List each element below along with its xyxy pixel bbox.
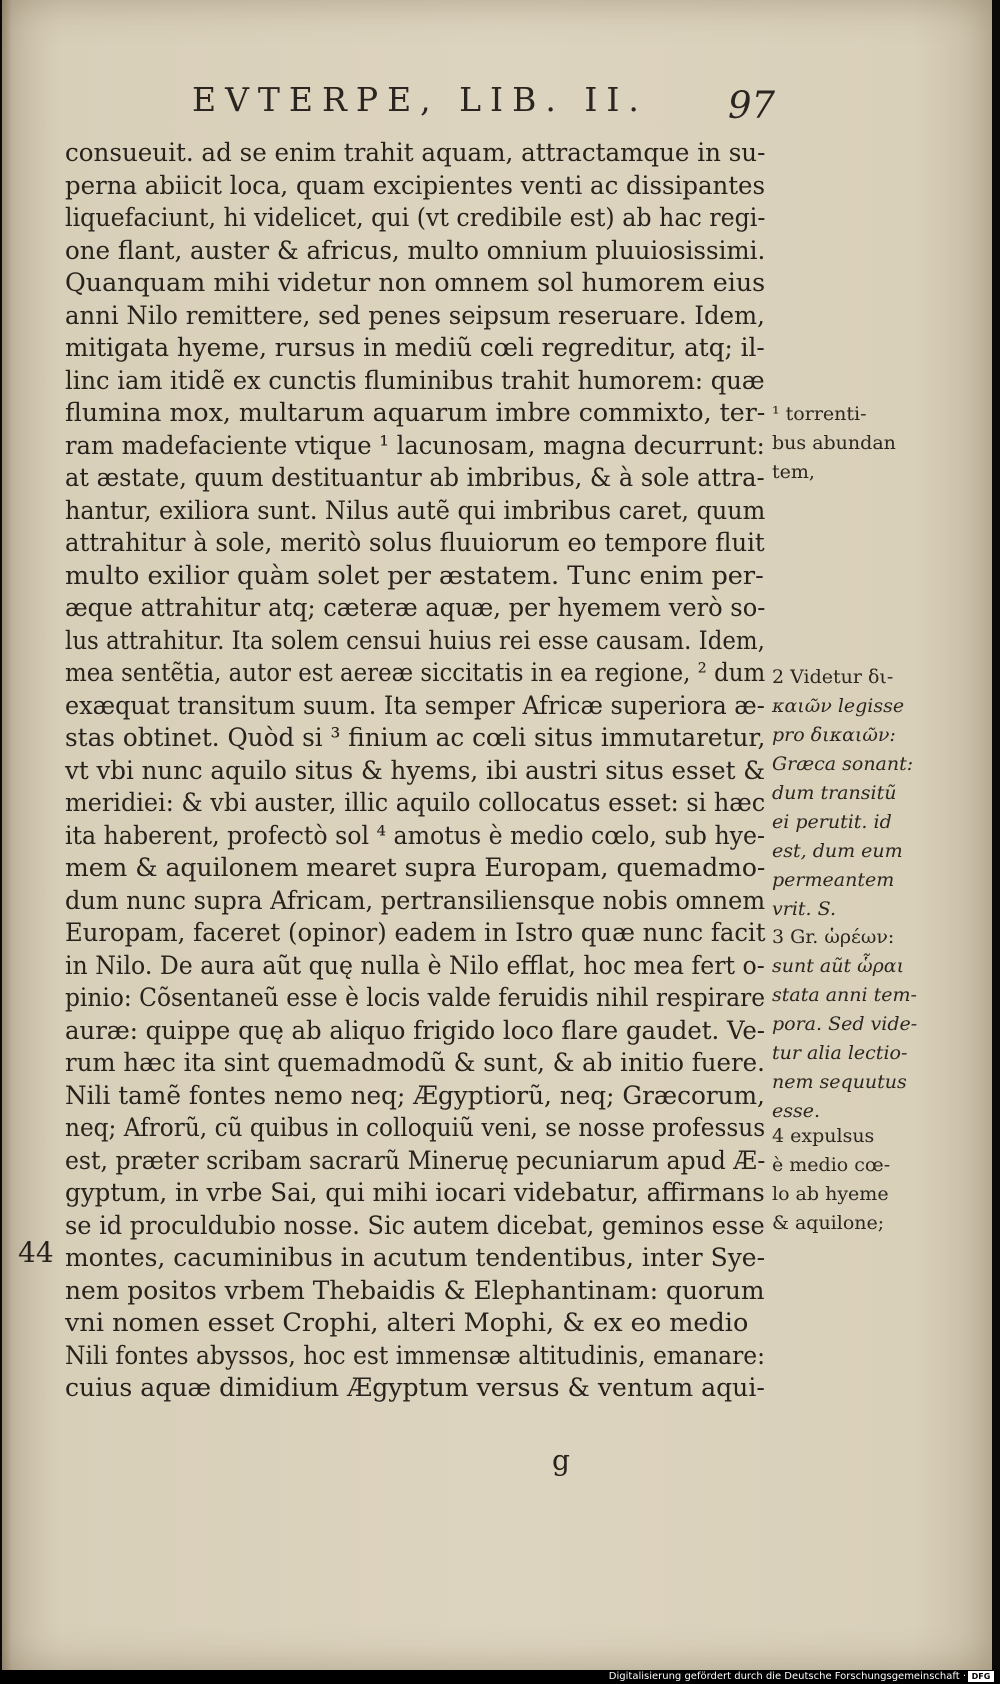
text-line: rum hæc ita sint quemadmodũ & sunt, & ab initio fuere. <box>65 1048 765 1078</box>
text-line: exæquat transitum suum. Ita semper Africæ superiora æ- <box>65 690 765 721</box>
text-line: perna abiicit loca, quam excipientes venti ac dissipantes <box>65 170 766 201</box>
text-line: stas obtinet. Quòd si ³ finium ac cœli situs immutaretur, <box>65 723 766 753</box>
margin-note-line: pro δικαιῶν: <box>772 724 896 746</box>
text-line: Nili fontes abyssos, hoc est immensæ altitudinis, emanare: <box>65 1340 766 1371</box>
text-line: neq; Afrorũ, cũ quibus in colloquiũ veni, se nosse professus <box>65 1113 766 1143</box>
text-line: æque attrahitur atq; cæteræ aquæ, per hyemem verò so- <box>65 593 766 623</box>
margin-note-line: ei perutit. id <box>772 811 892 833</box>
margin-note-line: est, dum eum <box>772 840 903 862</box>
margin-note-line: 2 Videtur δι- <box>772 666 894 688</box>
text-line: Quanquam mihi videtur non omnem sol humorem eius <box>65 268 766 298</box>
text-line: mem & aquilonem mearet supra Europam, quemadmo- <box>65 853 766 883</box>
margin-note-line: è medio cœ- <box>772 1154 891 1176</box>
text-line: meridiei: & vbi auster, illic aquilo collocatus esset: si hæc <box>65 788 766 818</box>
text-line: ram madefaciente vtique ¹ lacunosam, magna decurrunt: <box>65 430 765 461</box>
text-line: in Nilo. De aura aũt quę nulla è Nilo efflat, hoc mea fert o- <box>65 950 765 981</box>
left-margin-number: 44 <box>18 1236 54 1269</box>
margin-note-line: esse. <box>772 1100 821 1122</box>
text-line: multo exilior quàm solet per æstatem. Tunc enim per- <box>65 560 764 591</box>
text-line: nem positos vrbem Thebaidis & Elephantinam: quorum <box>65 1275 765 1306</box>
text-line: cuius aquæ dimidium Ægyptum versus & ventum aqui- <box>65 1373 765 1403</box>
text-line: se id proculdubio nosse. Sic autem dicebat, geminos esse <box>65 1210 765 1241</box>
running-head: EVTERPE, LIB. II. <box>192 80 648 119</box>
margin-note-line: & aquilone; <box>772 1212 885 1234</box>
margin-note-line: bus abundan <box>772 432 896 454</box>
text-line: mea sentẽtia, autor est aereæ siccitatis in ea regione, ² dum <box>65 658 766 688</box>
text-line: lus attrahitur. Ita solem censui huius rei esse causam. Idem, <box>65 625 765 656</box>
text-line: liquefaciunt, hi videlicet, qui (vt credibile est) ab hac regi- <box>65 203 766 233</box>
text-line: montes, cacuminibus in acutum tendentibus, inter Sye- <box>65 1243 766 1273</box>
margin-note-line: nem sequutus <box>772 1071 907 1093</box>
text-line: est, præter scribam sacrarũ Mineruę pecuniarum apud Æ- <box>65 1145 766 1176</box>
margin-note-line: stata anni tem- <box>772 984 917 1006</box>
text-line: flumina mox, multarum aquarum imbre commixto, ter- <box>65 398 766 428</box>
text-line: vt vbi nunc aquilo situs & hyems, ibi austri situs esset & <box>65 755 766 786</box>
text-line: hantur, exiliora sunt. Nilus autẽ qui imbribus caret, quum <box>65 495 766 526</box>
margin-note-line: sunt aũt ὧραι <box>772 955 905 977</box>
text-line: linc iam itidẽ ex cunctis fluminibus trahit humorem: quæ <box>65 365 765 396</box>
text-line: one flant, auster & africus, multo omnium pluuiosissimi. <box>65 235 766 266</box>
margin-note-line: lo ab hyeme <box>772 1183 889 1205</box>
text-line: pinio: Cõsentaneũ esse è locis valde feruidis nihil respirare <box>65 983 766 1013</box>
page-number: 97 <box>728 84 776 127</box>
dfg-logo: DFG <box>968 1671 994 1682</box>
text-line: anni Nilo remittere, sed penes seipsum reseruare. Idem, <box>65 300 765 331</box>
catchword: g <box>552 1444 570 1477</box>
text-line: vni nomen esset Crophi, alteri Mophi, & ex eo medio <box>65 1308 749 1338</box>
text-line: Nili tamẽ fontes nemo neq; Ægyptiorũ, neq; Græcorum, <box>65 1080 765 1111</box>
margin-note-line: pora. Sed vide- <box>772 1013 918 1035</box>
footer-credit: Digitalisierung gefördert durch die Deutsche Forschungsgemeinschaft · <box>608 1671 966 1682</box>
text-line: Europam, faceret (opinor) eadem in Istro quæ nunc facit <box>65 918 766 948</box>
book-page <box>2 0 992 1670</box>
margin-note-line: permeantem <box>772 869 895 891</box>
text-line: dum nunc supra Africam, pertransiliensque nobis omnem <box>65 885 766 916</box>
margin-note-4 <box>772 1124 922 1240</box>
margin-note-1 <box>772 402 922 489</box>
margin-note-line: ¹ torrenti- <box>772 403 867 425</box>
margin-note-line: vrit. S. <box>772 898 836 920</box>
margin-note-3 <box>772 925 922 1128</box>
margin-note-line: καιῶν legisse <box>772 695 905 717</box>
text-line: consueuit. ad se enim trahit aquam, attractamque in su- <box>65 138 766 168</box>
text-line: gyptum, in vrbe Sai, qui mihi iocari videbatur, affirmans <box>65 1178 765 1208</box>
text-line: auræ: quippe quę ab aliquo frigido loco flare gaudet. Ve- <box>65 1015 766 1046</box>
text-line: ita haberent, profectò sol ⁴ amotus è medio cœlo, sub hye- <box>65 820 766 851</box>
page-gutter-shadow <box>2 0 12 1670</box>
text-line: at æstate, quum destituantur ab imbribus, & à sole attra- <box>65 463 765 493</box>
margin-note-2 <box>772 665 922 926</box>
margin-note-line: tur alia lectio- <box>772 1042 908 1064</box>
margin-note-line: tem, <box>772 461 815 483</box>
margin-note-line: Græca sonant: <box>772 753 914 775</box>
margin-note-line: dum transitũ <box>772 782 897 804</box>
margin-note-line: 3 Gr. ὡρέων: <box>772 926 895 948</box>
text-line: attrahitur à sole, meritò solus fluuiorum eo tempore fluit <box>65 528 765 558</box>
text-line: mitigata hyeme, rursus in mediũ cœli regreditur, atq; il- <box>65 333 765 363</box>
main-text-block <box>65 137 765 1405</box>
margin-note-line: 4 expulsus <box>772 1125 875 1147</box>
